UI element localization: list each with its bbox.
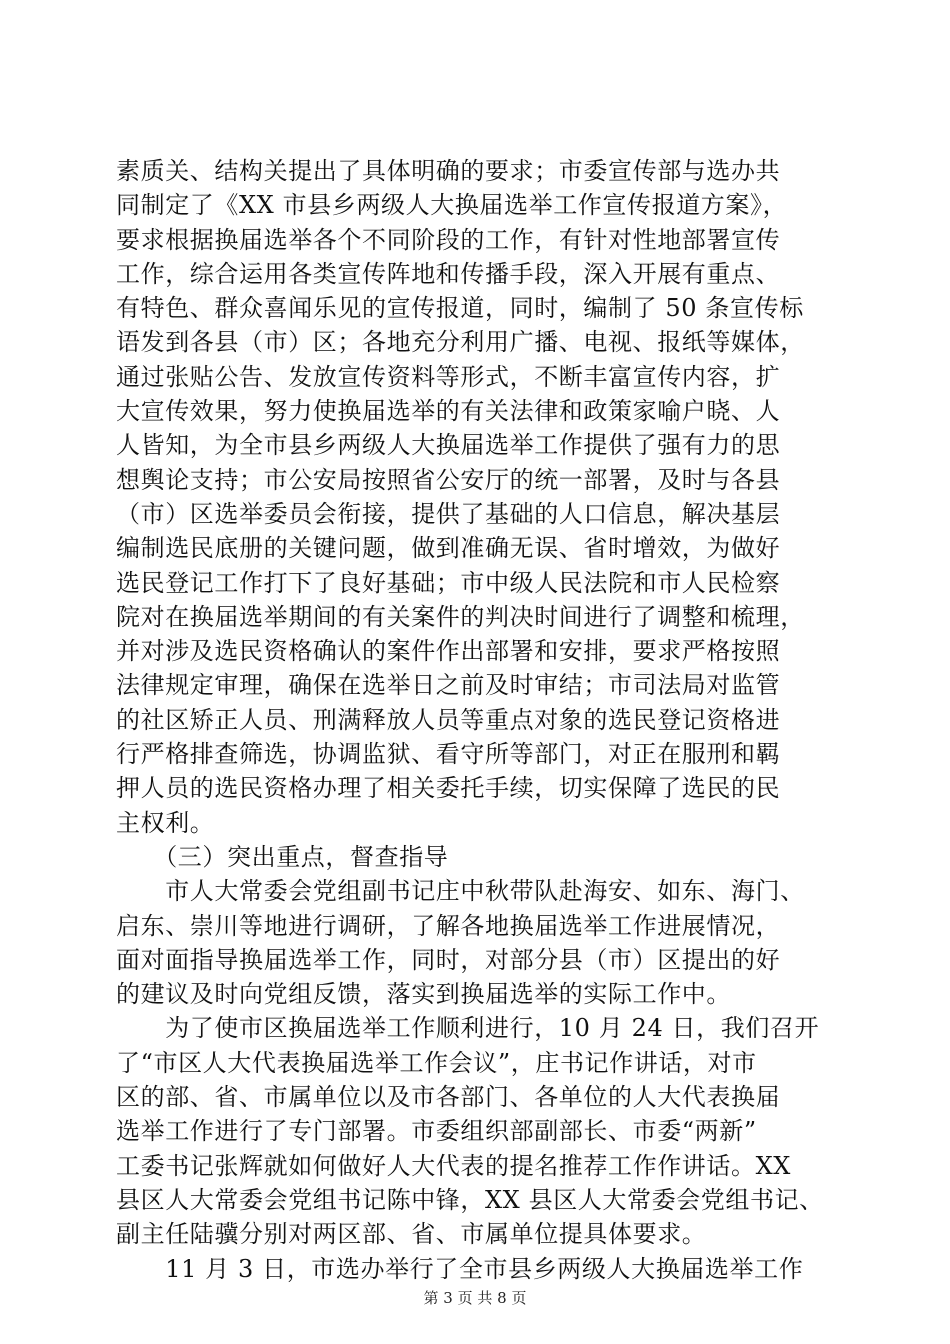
text-line: 语发到各县（市）区；各地充分利用广播、电视、报纸等媒体，: [116, 328, 805, 357]
text-line: 编制选民底册的关键问题，做到准确无误、省时增效，为做好: [116, 534, 781, 563]
text-line: 同制定了《XX 市县乡两级人大换届选举工作宣传报道方案》，: [116, 191, 788, 220]
text-line: （三）突出重点，督查指导: [116, 842, 449, 871]
text-line: 的社区矫正人员、刑满释放人员等重点对象的选民登记资格进: [116, 705, 781, 734]
text-line: 选举工作进行了专门部署。市委组织部副部长、市委“两新”: [116, 1117, 757, 1146]
text-line: 为了使市区换届选举工作顺利进行，10 月 24 日，我们召开: [116, 1014, 820, 1043]
text-line: （市）区选举委员会衔接，提供了基础的人口信息，解决基层: [116, 499, 781, 528]
text-line: 并对涉及选民资格确认的案件作出部署和安排，要求严格按照: [116, 637, 781, 666]
text-line: 县区人大常委会党组书记陈中锋，XX 县区人大常委会党组书记、: [116, 1185, 824, 1214]
text-line: 想舆论支持；市公安局按照省公安厅的统一部署，及时与各县: [116, 465, 781, 494]
text-line: 大宣传效果，努力使换届选举的有关法律和政策家喻户晓、人: [116, 397, 781, 426]
text-line: 要求根据换届选举各个不同阶段的工作，有针对性地部署宣传: [116, 225, 781, 254]
page-footer: 第 3 页 共 8 页: [423, 1289, 527, 1307]
text-line: 法律规定审理，确保在选举日之前及时审结；市司法局对监管: [116, 671, 781, 700]
text-line: 院对在换届选举期间的有关案件的判决时间进行了调整和梳理，: [116, 602, 805, 631]
text-line: 通过张贴公告、发放宣传资料等形式，不断丰富宣传内容，扩: [116, 362, 781, 391]
text-line: 选民登记工作打下了良好基础；市中级人民法院和市人民检察: [116, 568, 781, 597]
body-text: [116, 154, 836, 1286]
text-line: 区的部、省、市属单位以及市各部门、各单位的人大代表换届: [116, 1083, 781, 1112]
text-line: 启东、崇川等地进行调研，了解各地换届选举工作进展情况，: [116, 911, 781, 940]
text-line: 市人大常委会党组副书记庄中秋带队赴海安、如东、海门、: [116, 877, 805, 906]
text-line: 了“市区人大代表换届选举工作会议”，庄书记作讲话，对市: [116, 1048, 757, 1077]
text-line: 工作，综合运用各类宣传阵地和传播手段，深入开展有重点、: [116, 259, 781, 288]
text-line: 副主任陆骥分别对两区部、省、市属单位提具体要求。: [116, 1220, 707, 1249]
text-line: 11 月 3 日，市选办举行了全市县乡两级人大换届选举工作: [116, 1254, 804, 1283]
text-line: 的建议及时向党组反馈，落实到换届选举的实际工作中。: [116, 980, 731, 1009]
text-line: 行严格排查筛选，协调监狱、看守所等部门，对正在服刑和羁: [116, 740, 781, 769]
text-line: 面对面指导换届选举工作，同时，对部分县（市）区提出的好: [116, 945, 781, 974]
text-line: 主权利。: [116, 808, 215, 837]
text-line: 有特色、群众喜闻乐见的宣传报道，同时，编制了 50 条宣传标: [116, 294, 804, 323]
text-line: 押人员的选民资格办理了相关委托手续，切实保障了选民的民: [116, 774, 781, 803]
text-line: 素质关、结构关提出了具体明确的要求；市委宣传部与选办共: [116, 157, 781, 185]
text-line: 工委书记张辉就如何做好人大代表的提名推荐工作作讲话。XX: [116, 1151, 791, 1180]
text-line: 人皆知，为全市县乡两级人大换届选举工作提供了强有力的思: [116, 431, 781, 460]
